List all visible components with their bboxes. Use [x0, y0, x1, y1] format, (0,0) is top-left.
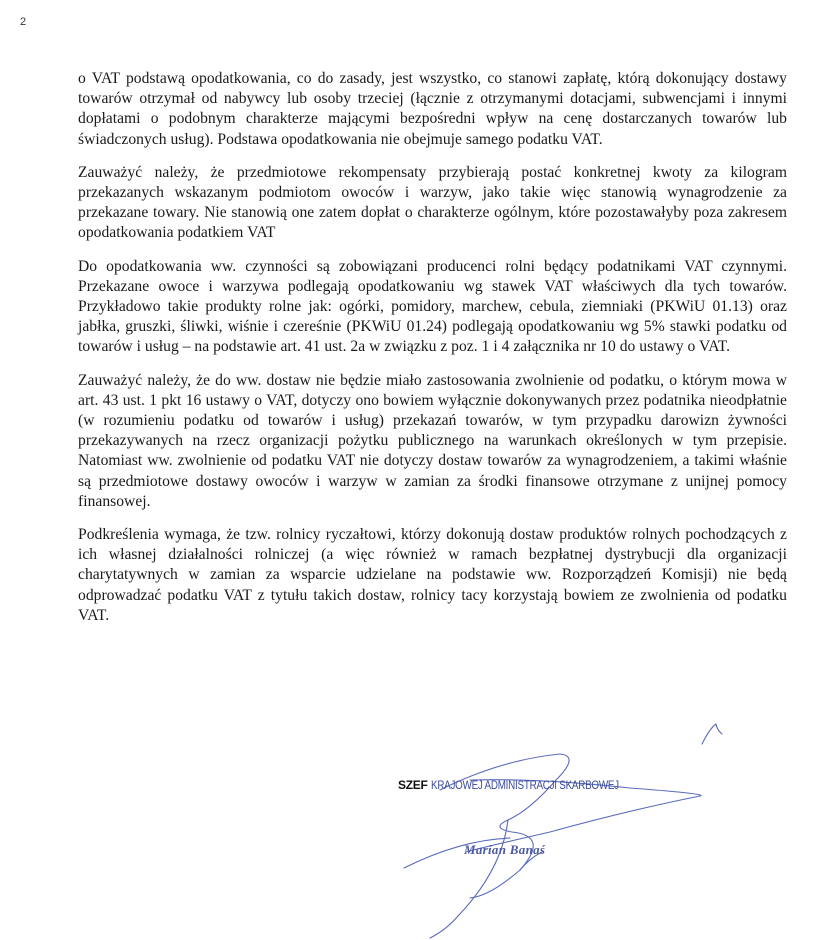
- stamp-institution: KRAJOWEJ ADMINISTRACJI SKARBOWEJ: [431, 778, 620, 792]
- stamp-prefix: SZEF: [398, 778, 428, 792]
- paragraph-1: o VAT podstawą opodatkowania, co do zasady, jest wszystko, co stanowi zapłatę, którą dokonujący dostawy towarów otrzymał od nabywcy lub osoby trzeciej (łącznie z otrzymanymi dotacjami, subwencjami i innymi dopłatami o podobnym charakterze mającymi bezpośredni wpływ na cenę dostarczanych towarów lub świadczonych usług). Podstawa opodatkowania nie obejmuje samego podatku VAT.: [78, 70, 787, 148]
- paragraph-2: Zauważyć należy, że przedmiotowe rekompensaty przybierają postać konkretnej kwoty za kilogram przekazanych wskazanym podmiotom owoców i warzyw, jako takie więc stanowią wynagrodzenie za przekazane towary. Nie stanowią one zatem dopłat o charakterze ogólnym, które pozostawałyby poza zakresem opodatkowania podatkiem VAT: [78, 163, 787, 242]
- document-body: [78, 69, 787, 639]
- signature-block: [380, 720, 740, 940]
- page-number: 2: [20, 16, 27, 28]
- paragraph-5: Podkreślenia wymaga, że tzw. rolnicy ryczałtowi, którzy dokonują dostaw produktów rolnych pochodzących z ich własnej działalności rolniczej (a więc również w ramach bezpłatnej dystrybucji dla organizacji charytatywnych w zamian za wsparcie udzielane na podstawie ww. Rozporządzeń Komisji) nie będą odprowadzać podatku VAT z tytułu takich dostaw, rolnicy tacy korzystają bowiem ze zwolnienia od podatku VAT.: [78, 526, 787, 624]
- paragraph-4: Zauważyć należy, że do ww. dostaw nie będzie miało zastosowania zwolnienie od podatku, o którym mowa w art. 43 ust. 1 pkt 16 ustawy o VAT, dotyczy ono bowiem wyłącznie dokonywanych przez podatnika nieodpłatnie (w rozumieniu podatku od towarów i usług) przekazań towarów, w tym przypadku darowizn żywności przekazywanych na rzecz organizacji pożytku publicznego na warunkach określonych w tym przepisie. Natomiast ww. zwolnienie od podatku VAT nie dotyczy dostaw towarów za wynagrodzeniem, a takimi właśnie są przedmiotowe dostawy owoców i warzyw w zamian za środki finansowe otrzymane z unijnej pomocy finansowej.: [78, 371, 787, 510]
- signer-name: Marian Banaś: [464, 842, 546, 857]
- handwritten-signature: [380, 720, 740, 940]
- paragraph-3: Do opodatkowania ww. czynności są zobowiązani producenci rolni będący podatnikami VAT czynnymi. Przekazane owoce i warzywa podlegają opodatkowaniu wg stawek VAT właściwych dla tych towarów. Przykładowo takie produkty rolne jak: ogórki, pomidory, marchew, cebula, ziemniaki (PKWiU 01.13) oraz jabłka, gruszki, śliwki, wiśnie i czereśnie (PKWiU 01.24) podlegają opodatkowaniu wg 5% stawki podatku od towarów i usług – na podstawie art. 41 ust. 2a w związku z poz. 1 i 4 załącznika nr 10 do ustawy o VAT.: [78, 257, 787, 356]
- stamp-line: [398, 778, 661, 792]
